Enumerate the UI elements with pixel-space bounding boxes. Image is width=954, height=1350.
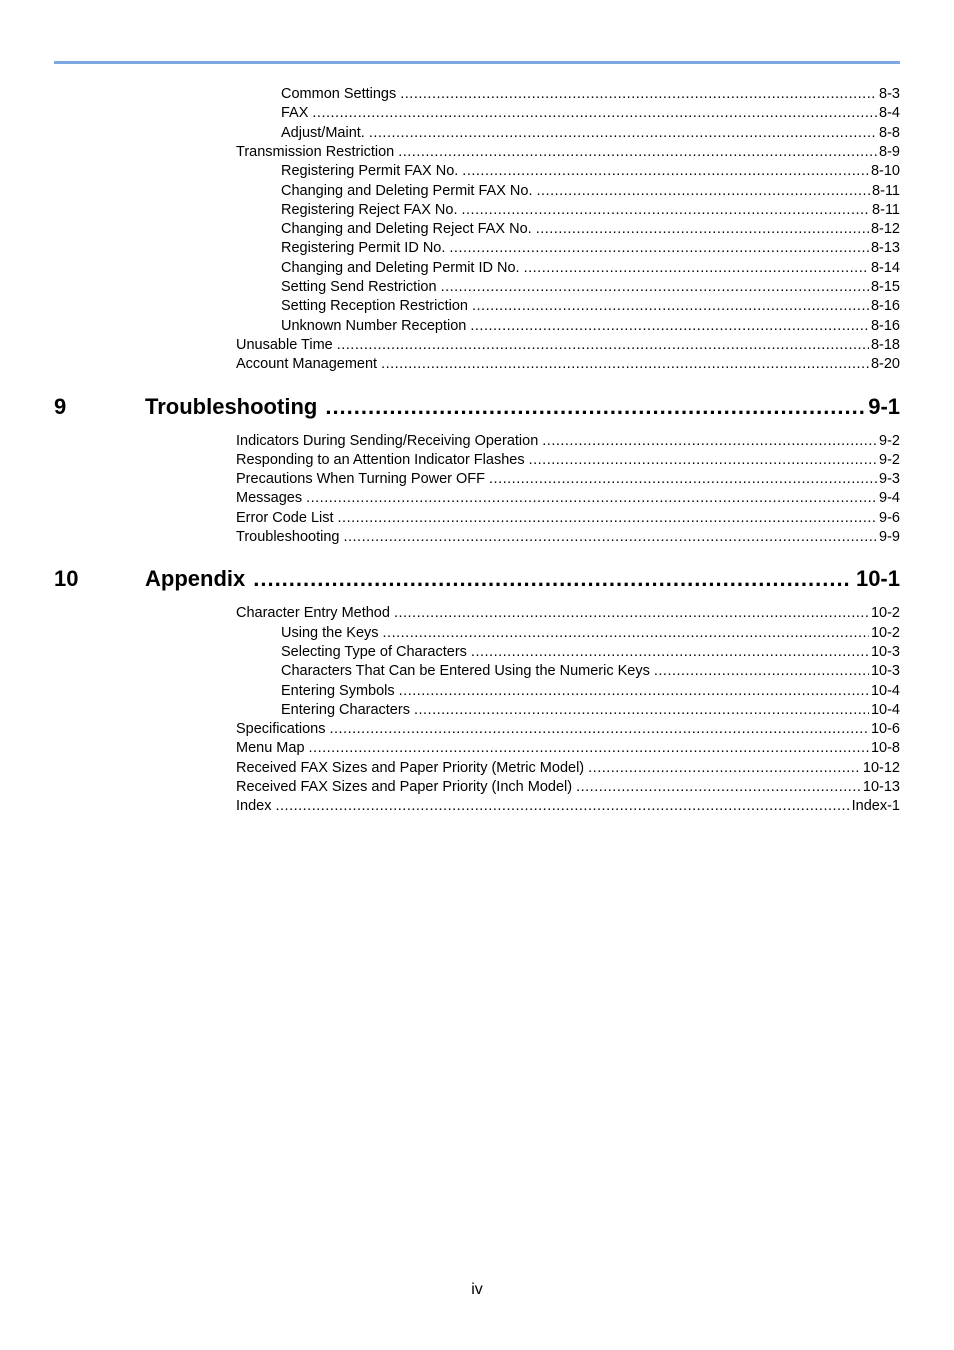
toc-entry-title: Precautions When Turning Power OFF (236, 471, 486, 488)
toc-entry[interactable] (281, 104, 900, 123)
toc-entry-page: 8-10 (870, 163, 900, 180)
toc-entry[interactable] (281, 278, 900, 297)
toc-entry-title: Entering Symbols (281, 682, 395, 699)
header-rule (54, 61, 900, 64)
toc-entry-title: Changing and Deleting Reject FAX No. (281, 221, 532, 238)
dot-leader (343, 528, 877, 547)
toc-entry-page: Index-1 (851, 798, 900, 815)
toc-entry-title: Responding to an Attention Indicator Flashes (236, 451, 525, 468)
toc-entry-page: 10-3 (870, 663, 900, 680)
chapter-title: Troubleshooting (145, 393, 318, 419)
dot-leader (275, 797, 849, 816)
dot-leader (312, 104, 877, 123)
dot-leader (471, 643, 869, 662)
toc-entry-page: 10-2 (870, 624, 900, 641)
dot-leader (414, 701, 869, 720)
toc-entry-page: 9-2 (879, 451, 900, 468)
toc-entry-page: 8-14 (870, 259, 900, 276)
toc-entry-title: Entering Characters (281, 701, 410, 718)
toc-entry-title: Setting Send Restriction (281, 279, 437, 295)
toc-entry[interactable] (236, 778, 900, 797)
toc-entry[interactable] (281, 297, 900, 316)
toc-entry[interactable] (236, 470, 900, 489)
dot-leader (253, 564, 852, 594)
toc-entry[interactable] (236, 720, 900, 739)
toc-entry-page: 10-4 (870, 682, 900, 699)
dot-leader (588, 759, 861, 778)
toc-chapter-10[interactable] (54, 564, 900, 594)
toc-entry[interactable] (236, 797, 900, 816)
toc-entry[interactable] (236, 451, 900, 470)
toc-entry-page: 8-20 (870, 356, 900, 373)
toc-entry[interactable] (281, 201, 900, 220)
toc-entry[interactable] (236, 509, 900, 528)
dot-leader (398, 143, 877, 162)
toc-entry-page: 10-12 (862, 759, 900, 776)
toc-entry-page: 8-16 (870, 317, 900, 334)
dot-leader (462, 162, 869, 181)
toc-entry-page: 10-4 (870, 701, 900, 718)
dot-leader (524, 259, 869, 278)
toc-entry[interactable] (236, 355, 900, 374)
dot-leader (325, 392, 864, 422)
toc-entry[interactable] (281, 162, 900, 181)
toc-entry-title: Received FAX Sizes and Paper Priority (Inch Model) (236, 779, 573, 795)
toc-entry-title: Menu Map (236, 740, 305, 757)
toc-entry[interactable] (281, 239, 900, 258)
toc-entry-page: 8-11 (872, 201, 900, 218)
toc-entry-page: 9-4 (879, 490, 900, 507)
toc-entry-page: 8-15 (870, 279, 900, 295)
toc-entry-page: 8-11 (872, 182, 900, 199)
toc-entry-title: Registering Permit FAX No. (281, 163, 459, 180)
toc-entry[interactable] (281, 682, 900, 701)
toc-entry-title: FAX (281, 105, 309, 122)
dot-leader (536, 220, 869, 239)
toc-entry-page: 9-6 (879, 509, 900, 526)
toc-entry-title: Troubleshooting (236, 529, 340, 545)
toc-entry-page: 8-8 (879, 124, 900, 141)
toc-entry[interactable] (281, 624, 900, 643)
toc-entry[interactable] (236, 432, 900, 451)
toc-entry-page: 10-6 (870, 721, 900, 738)
toc-entry-title: Changing and Deleting Permit ID No. (281, 259, 520, 276)
dot-leader (576, 778, 861, 797)
toc-entry-title: Index (236, 798, 272, 815)
toc-entry-page: 9-9 (879, 529, 900, 545)
toc-entry-title: Common Settings (281, 86, 397, 102)
dot-leader (381, 355, 869, 374)
dot-leader (472, 297, 869, 316)
dot-leader (542, 432, 877, 451)
dot-leader (536, 182, 870, 201)
toc-chapter-9[interactable] (54, 392, 900, 422)
toc-entry-title: Characters That Can be Entered Using the Numeric Keys (281, 663, 650, 680)
toc-entry[interactable] (281, 317, 900, 336)
dot-leader (337, 336, 869, 355)
toc-entry-page: 10-3 (870, 643, 900, 660)
toc-entry-title: Character Entry Method (236, 605, 390, 622)
toc-entry-title: Received FAX Sizes and Paper Priority (Metric Model) (236, 759, 585, 776)
dot-leader (529, 451, 877, 470)
toc-entry-page: 8-18 (870, 336, 900, 353)
toc-entry-title: Unusable Time (236, 336, 333, 353)
chapter-number: 10 (54, 566, 79, 592)
toc-entry-title: Messages (236, 490, 303, 507)
toc-entry-title: Indicators During Sending/Receiving Operation (236, 432, 539, 449)
toc-entry-title: Registering Reject FAX No. (281, 201, 458, 218)
chapter-number: 9 (54, 393, 67, 419)
toc-entry-page: 10-13 (862, 779, 900, 795)
toc-entry[interactable] (281, 643, 900, 662)
toc-entry-page: 8-13 (870, 240, 900, 257)
toc-entry-title: Using the Keys (281, 624, 379, 641)
toc-entry-page: 10-8 (870, 740, 900, 757)
toc-entry-page: 9-2 (879, 432, 900, 449)
dot-leader (654, 662, 869, 681)
toc-entry-title: Transmission Restriction (236, 143, 395, 160)
toc-entry-page: 8-3 (879, 86, 900, 102)
toc-entry[interactable] (281, 662, 900, 681)
toc-entry[interactable] (281, 182, 900, 201)
toc-entry-title: Registering Permit ID No. (281, 240, 446, 257)
toc-entry-page: 8-9 (879, 143, 900, 160)
toc-entry-page: 8-4 (879, 105, 900, 122)
dot-leader (309, 739, 869, 758)
dot-leader (449, 239, 869, 258)
dot-leader (489, 470, 877, 489)
dot-leader (329, 720, 869, 739)
toc-entry-title: Selecting Type of Characters (281, 643, 467, 660)
dot-leader (399, 682, 869, 701)
dot-leader (462, 201, 871, 220)
toc-entry-title: Error Code List (236, 509, 334, 526)
dot-leader (306, 489, 877, 508)
toc-entry-page: 9-3 (879, 471, 900, 488)
toc-entry-page: 10-2 (870, 605, 900, 622)
toc-entry-title: Account Management (236, 356, 378, 373)
toc-entry-title: Specifications (236, 721, 326, 738)
toc-entry-page: 8-16 (870, 298, 900, 315)
toc-entry[interactable] (281, 259, 900, 278)
chapter-page: 9-1 (868, 393, 900, 419)
toc-entry[interactable] (281, 701, 900, 720)
toc-entry[interactable] (236, 604, 900, 623)
dot-leader (383, 624, 869, 643)
toc-entry[interactable] (281, 85, 900, 104)
page-number: iv (471, 1281, 483, 1298)
dot-leader (470, 317, 869, 336)
dot-leader (338, 509, 878, 528)
toc-entry[interactable] (236, 489, 900, 508)
dot-leader (394, 604, 869, 623)
chapter-page: 10-1 (855, 566, 900, 592)
toc-entry-title: Unknown Number Reception (281, 317, 467, 334)
dot-leader (400, 85, 877, 104)
toc-entry-title: Adjust/Maint. (281, 124, 365, 141)
toc-entry[interactable] (236, 528, 900, 547)
toc-entry[interactable] (281, 124, 900, 143)
toc-entry[interactable] (236, 143, 900, 162)
dot-leader (441, 278, 869, 297)
dot-leader (369, 124, 877, 143)
toc-entry-title: Changing and Deleting Permit FAX No. (281, 182, 533, 199)
chapter-title: Appendix (145, 566, 246, 592)
toc-entry[interactable] (236, 759, 900, 778)
toc-entry[interactable] (236, 739, 900, 758)
toc-entry[interactable] (281, 220, 900, 239)
toc-entry-title: Setting Reception Restriction (281, 298, 468, 315)
toc-entry[interactable] (236, 336, 900, 355)
toc-entry-page: 8-12 (870, 221, 900, 238)
